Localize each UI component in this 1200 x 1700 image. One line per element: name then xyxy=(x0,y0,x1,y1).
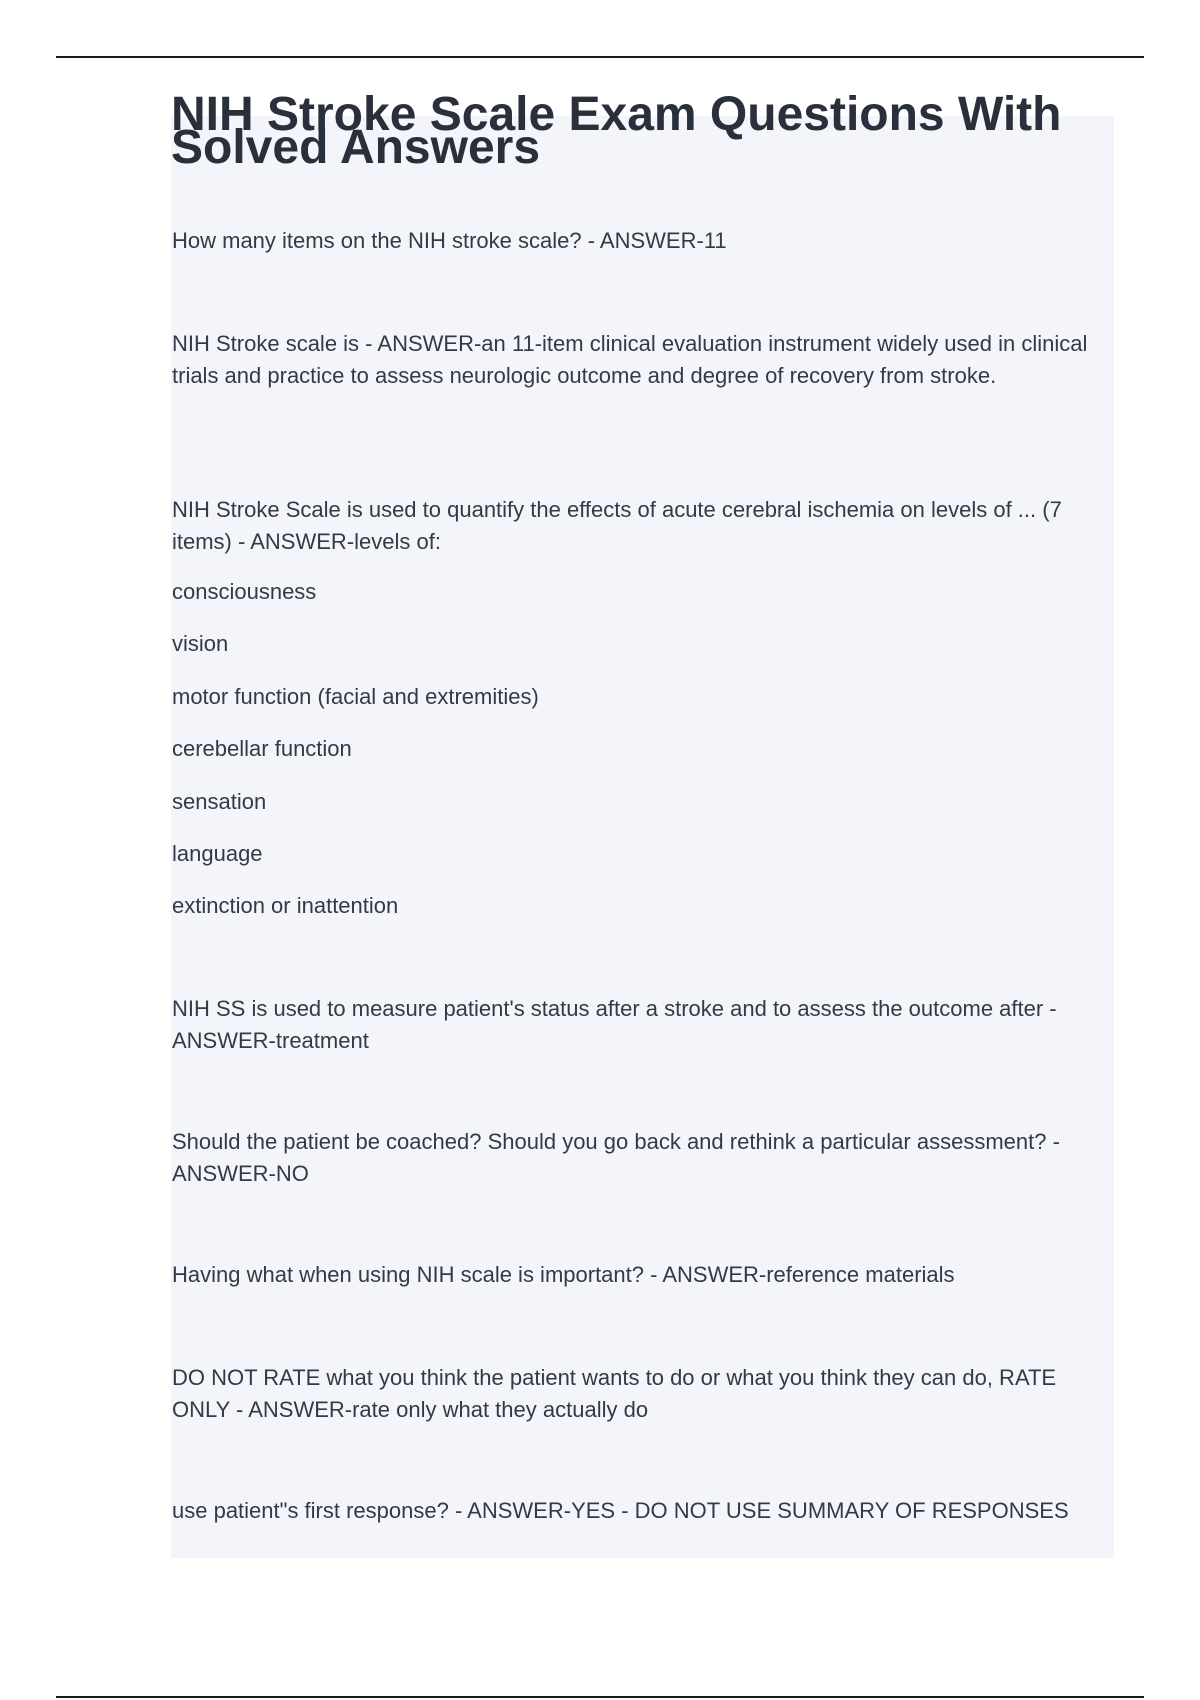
qa-item-4: NIH SS is used to measure patient's status after a stroke and to assess the outcome after - ANSWER-treatment xyxy=(172,996,1057,1053)
qa-item-6: Having what when using NIH scale is important? - ANSWER-reference materials xyxy=(172,1262,955,1287)
qa-item-2: NIH Stroke scale is - ANSWER-an 11-item clinical evaluation instrument widely used in clinical trials and practice to assess neurologic outcome and degree of recovery from stroke. xyxy=(172,331,1088,388)
list-item-motor-function: motor function (facial and extremities) xyxy=(172,684,539,709)
qa-item-5: Should the patient be coached? Should you go back and rethink a particular assessment? - ANSWER-NO xyxy=(172,1129,1060,1186)
top-divider xyxy=(56,56,1144,58)
list-item-consciousness: consciousness xyxy=(172,579,317,604)
list-item-vision: vision xyxy=(172,631,229,656)
list-item-extinction: extinction or inattention xyxy=(172,893,399,918)
qa-item-7: DO NOT RATE what you think the patient wants to do or what you think they can do, RATE ONLY - ANSWER-rate only what they actually do xyxy=(172,1365,1057,1422)
qa-item-3: NIH Stroke Scale is used to quantify the effects of acute cerebral ischemia on levels of ... (7 items) - ANSWER-levels of: xyxy=(172,497,1062,554)
list-item-sensation: sensation xyxy=(172,789,267,814)
qa-item-1: How many items on the NIH stroke scale? - ANSWER-11 xyxy=(172,228,727,253)
bottom-divider xyxy=(56,1696,1144,1698)
document-title: NIH Stroke Scale Exam Questions With Solved Answers xyxy=(171,88,1062,174)
qa-item-8: use patient"s first response? - ANSWER-YES - DO NOT USE SUMMARY OF RESPONSES xyxy=(172,1498,1069,1523)
list-item-cerebellar-function: cerebellar function xyxy=(172,736,352,761)
list-item-language: language xyxy=(172,841,263,866)
